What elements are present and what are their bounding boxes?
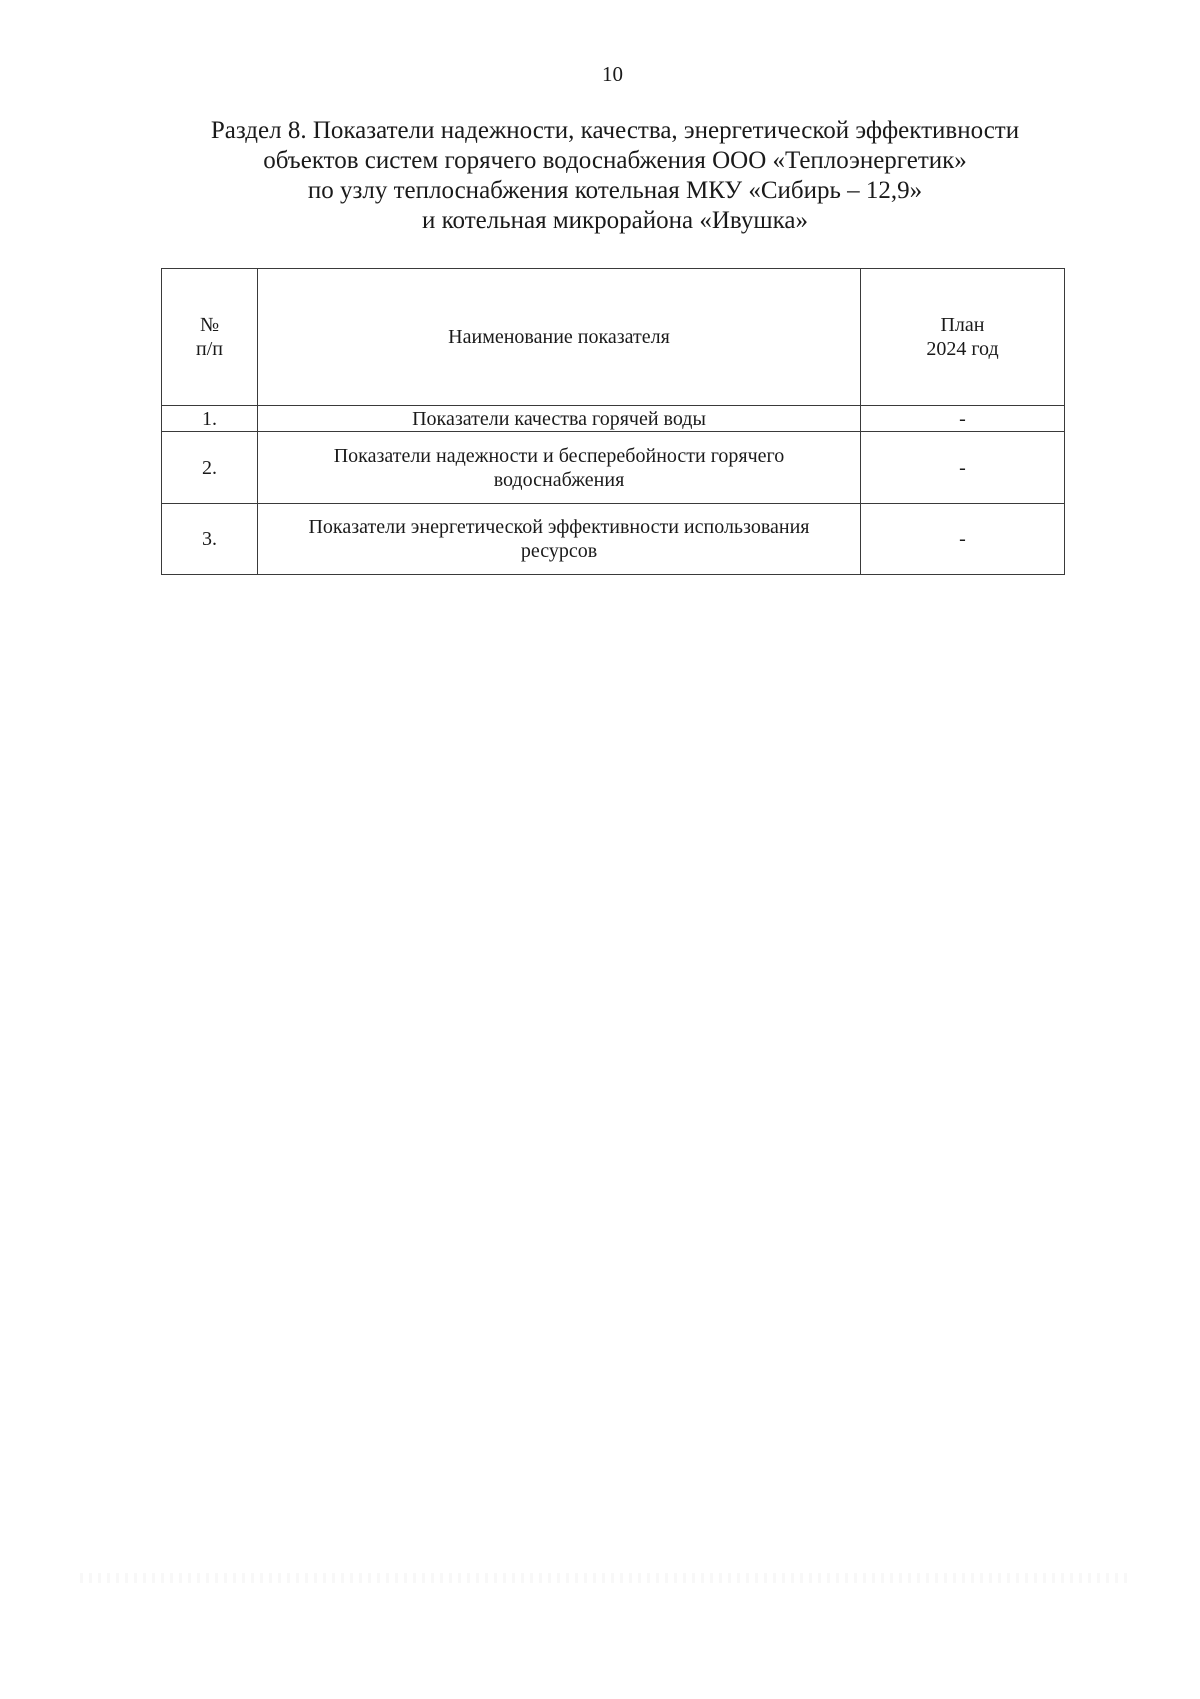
row-name: [258, 504, 861, 575]
row-number: 2.: [162, 432, 258, 504]
heading-line-1: Раздел 8. Показатели надежности, качества, энергетической эффективности: [210, 117, 1020, 144]
row-name-line-2: водоснабжения: [493, 468, 625, 491]
row-plan: -: [861, 432, 1065, 504]
section-heading: [140, 116, 1090, 236]
scan-artifact: [80, 1573, 1130, 1583]
row-name: [258, 406, 861, 432]
row-name: [258, 432, 861, 504]
header-plan-line-1: План: [940, 314, 985, 336]
header-number: [162, 269, 258, 406]
header-number-line-2: п/п: [196, 338, 223, 360]
table-header-row: [162, 269, 1065, 406]
heading-line-2: объектов систем горячего водоснабжения ООО «Теплоэнергетик»: [263, 147, 967, 174]
row-name-line-1: Показатели надежности и бесперебойности горячего: [333, 444, 785, 467]
indicators-table: [161, 268, 1065, 575]
row-name-line-2: ресурсов: [520, 540, 598, 562]
table-row: [162, 432, 1065, 504]
heading-line-4: и котельная микрорайона «Ивушка»: [422, 207, 808, 234]
row-name-line-1: Показатели энергетической эффективности использования: [308, 516, 810, 538]
table-row: [162, 406, 1065, 432]
page-number: 10: [602, 62, 623, 86]
header-plan-line-2: 2024 год: [926, 338, 999, 360]
header-name: Наименование показателя: [258, 269, 861, 406]
row-plan: -: [861, 406, 1065, 432]
heading-line-3: по узлу теплоснабжения котельная МКУ «Сибирь – 12,9»: [307, 177, 923, 204]
header-plan: [861, 269, 1065, 406]
row-name-line-1: Показатели качества горячей воды: [412, 407, 706, 430]
header-number-line-1: №: [199, 314, 220, 336]
table-row: [162, 504, 1065, 575]
row-number: 3.: [162, 504, 258, 575]
row-number: 1.: [162, 406, 258, 432]
row-plan: -: [861, 504, 1065, 575]
